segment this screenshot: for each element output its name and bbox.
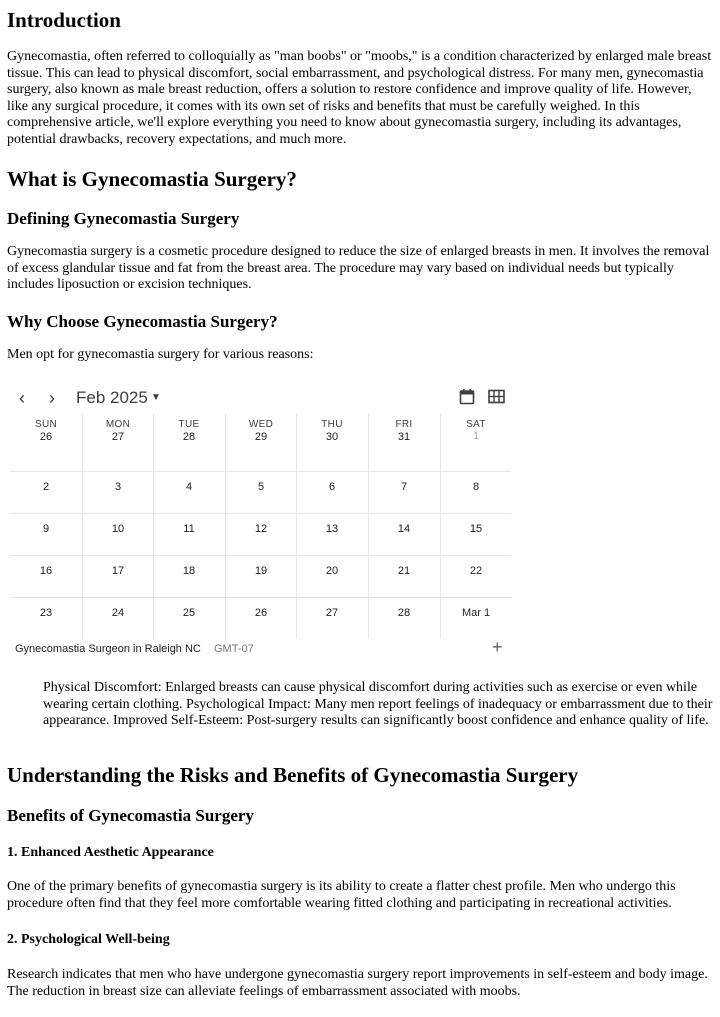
calendar-icon[interactable] bbox=[459, 388, 477, 406]
calendar-day-cell[interactable]: 9 bbox=[42, 523, 50, 535]
calendar-day-cell[interactable]: 12 bbox=[254, 523, 268, 535]
calendar-day-cell[interactable]: 28 bbox=[397, 607, 411, 619]
calendar-day-cell[interactable]: 3 bbox=[114, 481, 122, 493]
weekday-label: SAT bbox=[466, 419, 486, 430]
weekday-label: THU bbox=[321, 419, 343, 430]
defining-paragraph: Gynecomastia surgery is a cosmetic procedure designed to reduce the size of enlarged breasts in men. It involves the removal of excess glandular tissue and fat from the breast area. The procedure may vary based on individual needs but typically includes liposuction or excision techniques. bbox=[7, 244, 710, 293]
risks-heading: Understanding the Risks and Benefits of Gynecomastia Surgery bbox=[7, 763, 579, 787]
benefit-1-paragraph: One of the primary benefits of gynecomastia surgery is its ability to create a flatter chest profile. Men who undergo this procedure often find that they feel more comfortable wearing fitted clothing and participating in recreational activities. bbox=[7, 879, 676, 911]
calendar-day-cell[interactable]: 6 bbox=[328, 481, 336, 493]
calendar-day-cell[interactable]: 13 bbox=[325, 523, 339, 535]
calendar-day-cell[interactable]: 29 bbox=[254, 431, 268, 443]
calendar-day-cell[interactable]: 17 bbox=[111, 565, 125, 577]
weekday-label: FRI bbox=[395, 419, 413, 430]
calendar-day-cell[interactable]: 22 bbox=[469, 565, 483, 577]
calendar-day-cell[interactable]: 11 bbox=[183, 523, 195, 535]
chevron-right-icon[interactable]: › bbox=[49, 388, 55, 408]
month-label[interactable]: Feb 2025 bbox=[76, 388, 148, 407]
calendar-day-cell[interactable]: 10 bbox=[111, 523, 125, 535]
calendar-day-cell[interactable]: 27 bbox=[111, 431, 125, 443]
calendar-day-cell[interactable]: 2 bbox=[42, 481, 50, 493]
weekday-label: TUE bbox=[178, 419, 200, 430]
calendar-day-cell[interactable]: 16 bbox=[39, 565, 53, 577]
calendar-grid bbox=[10, 413, 511, 639]
calendar-day-cell[interactable]: Mar 1 bbox=[461, 607, 491, 619]
grid-row-divider bbox=[10, 513, 511, 514]
calendar-day-cell[interactable]: 4 bbox=[185, 481, 193, 493]
reasons-paragraph: Physical Discomfort: Enlarged breasts can cause physical discomfort during activities such as exercise or even while wearing certain clothing. Psychological Impact: Many men report feelings of inadequacy or embarrassment due to their appearance. Improved Self-Esteem: Post-surgery results can significantly boost confidence and enhance quality of life. bbox=[43, 680, 713, 729]
calendar-day-cell[interactable]: 26 bbox=[254, 607, 268, 619]
caret-down-icon[interactable]: ▼ bbox=[151, 392, 161, 403]
plus-icon[interactable]: + bbox=[492, 637, 503, 657]
calendar-footer-title: Gynecomastia Surgeon in Raleigh NC bbox=[15, 643, 201, 655]
calendar-day-cell[interactable]: 28 bbox=[182, 431, 196, 443]
calendar-day-cell[interactable]: 8 bbox=[472, 481, 480, 493]
intro-paragraph: Gynecomastia, often referred to colloquially as "man boobs" or "moobs," is a condition characterized by enlarged male breast tissue. This can lead to physical discomfort, social embarrassment, and psychological distress. For many men, gynecomastia surgery, also known as male breast reduction, offers a solution to restore confidence and improve quality of life. However, like any surgical procedure, it comes with its own set of risks and benefits that must be carefully weighed. In this comprehensive article, we'll explore everything you need to know about gynecomastia surgery, including its advantages, potential drawbacks, recovery expectations, and much more. bbox=[7, 49, 712, 147]
calendar-day-cell[interactable]: 21 bbox=[397, 565, 411, 577]
calendar-day-cell[interactable]: 14 bbox=[397, 523, 411, 535]
calendar-day-cell[interactable]: 18 bbox=[182, 565, 196, 577]
calendar-day-cell[interactable]: 5 bbox=[257, 481, 265, 493]
calendar-day-cell[interactable]: 27 bbox=[325, 607, 339, 619]
grid-view-icon[interactable] bbox=[488, 388, 506, 406]
calendar-day-cell[interactable]: 15 bbox=[469, 523, 483, 535]
calendar-day-cell[interactable]: 20 bbox=[325, 565, 339, 577]
defining-heading: Defining Gynecomastia Surgery bbox=[7, 209, 240, 228]
calendar-day-cell[interactable]: 24 bbox=[111, 607, 125, 619]
calendar-day-cell[interactable]: 25 bbox=[182, 607, 196, 619]
calendar-day-cell[interactable]: 23 bbox=[39, 607, 53, 619]
appointment-calendar bbox=[0, 380, 720, 665]
calendar-day-cell[interactable]: 7 bbox=[400, 481, 408, 493]
why-paragraph: Men opt for gynecomastia surgery for various reasons: bbox=[7, 347, 314, 362]
timezone-label[interactable]: GMT-07 bbox=[214, 643, 254, 655]
calendar-day-cell[interactable]: 1 bbox=[473, 431, 479, 442]
weekday-label: MON bbox=[105, 419, 131, 430]
grid-row-divider bbox=[10, 597, 511, 598]
weekday-label: WED bbox=[248, 419, 274, 430]
calendar-day-cell[interactable]: 19 bbox=[254, 565, 268, 577]
intro-heading: Introduction bbox=[7, 8, 121, 32]
calendar-day-cell[interactable]: 26 bbox=[39, 431, 53, 443]
what-heading: What is Gynecomastia Surgery? bbox=[7, 167, 297, 191]
grid-row-divider bbox=[10, 471, 511, 472]
grid-row-divider bbox=[10, 555, 511, 556]
benefit-2-heading: 2. Psychological Well-being bbox=[7, 932, 170, 947]
chevron-left-icon[interactable]: ‹ bbox=[19, 388, 25, 408]
calendar-day-cell[interactable]: 31 bbox=[397, 431, 411, 443]
benefit-1-heading: 1. Enhanced Aesthetic Appearance bbox=[7, 845, 214, 860]
calendar-day-cell[interactable]: 30 bbox=[325, 431, 339, 443]
weekday-label: SUN bbox=[34, 419, 57, 430]
why-heading: Why Choose Gynecomastia Surgery? bbox=[7, 312, 278, 331]
benefit-2-paragraph: Research indicates that men who have undergone gynecomastia surgery report improvements in self-esteem and body image. The reduction in breast size can alleviate feelings of embarrassment associated with moobs. bbox=[7, 967, 708, 999]
benefits-heading: Benefits of Gynecomastia Surgery bbox=[7, 806, 254, 825]
